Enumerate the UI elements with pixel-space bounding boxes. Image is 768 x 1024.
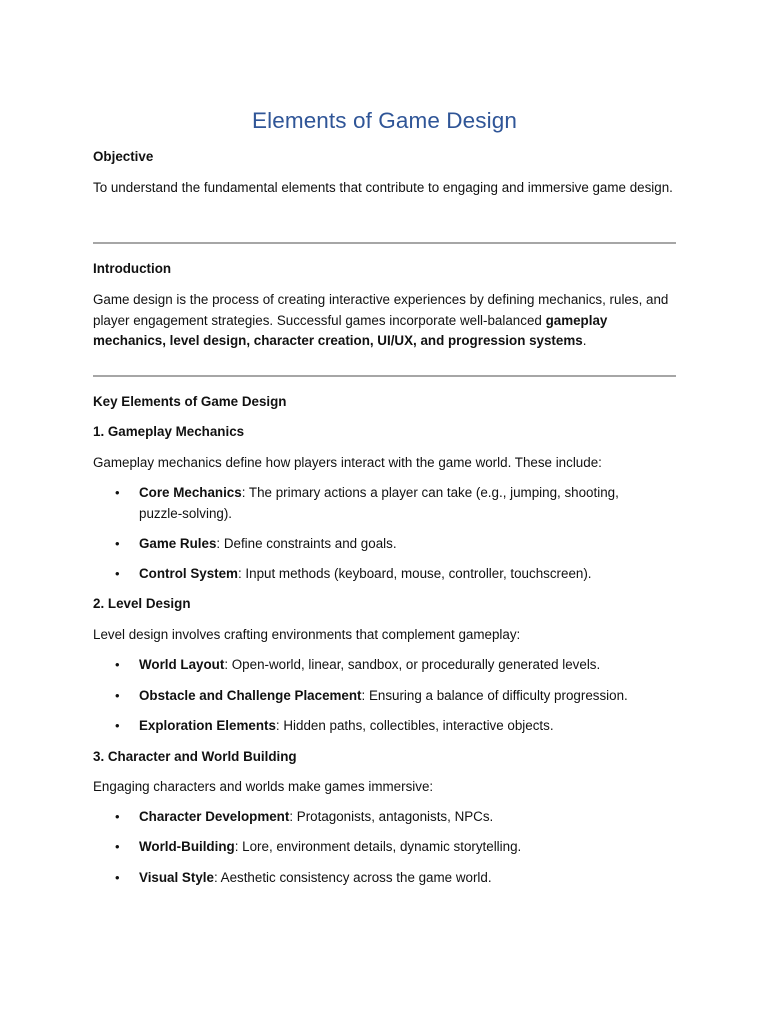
list-item-term: Game Rules [139, 536, 217, 551]
introduction-text-plain: Game design is the process of creating interactive experiences by defining mechanics, rules, and player engagement strategies. Successful games incorporate well-balanced [93, 292, 669, 328]
objective-heading: Objective [93, 149, 154, 164]
bullet-icon: • [115, 718, 120, 733]
bullet-icon: • [115, 657, 120, 672]
list-item-description: : Define constraints and goals. [216, 536, 397, 551]
section-heading-gameplay-mechanics: 1. Gameplay Mechanics [93, 424, 245, 439]
list-item-description: : Lore, environment details, dynamic storytelling. [234, 839, 522, 854]
bullet-icon: • [115, 485, 120, 500]
objective-text: To understand the fundamental elements that contribute to engaging and immersive game design. [93, 180, 673, 195]
list-item-text [139, 686, 659, 707]
key-elements-heading: Key Elements of Game Design [93, 394, 287, 409]
section-intro-gameplay-mechanics: Gameplay mechanics define how players interact with the game world. These include: [93, 455, 602, 470]
list-item-description: : Aesthetic consistency across the game world. [213, 870, 492, 885]
list-item-text [139, 716, 659, 737]
list-item-description: : Input methods (keyboard, mouse, controller, touchscreen). [237, 566, 592, 581]
introduction-text-end: . [582, 333, 587, 348]
list-item-term: Obstacle and Challenge Placement [139, 688, 362, 703]
section-heading-level-design: 2. Level Design [93, 596, 191, 611]
bullet-icon: • [115, 809, 120, 824]
bullet-icon: • [115, 839, 120, 854]
list-item-term: Exploration Elements [139, 718, 276, 733]
list-item-description: : Open-world, linear, sandbox, or procedurally generated levels. [224, 657, 601, 672]
list-item-text [139, 564, 659, 585]
list-item-term: Core Mechanics [139, 485, 242, 500]
list-item-text [139, 534, 659, 555]
bullet-icon: • [115, 688, 120, 703]
section-intro-character-world-building: Engaging characters and worlds make games immersive: [93, 779, 434, 794]
list-item-term: Control System [139, 566, 238, 581]
section-divider [93, 375, 676, 377]
list-item-text [139, 655, 659, 676]
list-item-text [139, 837, 659, 858]
list-item-text [139, 807, 659, 828]
list-item-text [139, 868, 659, 889]
list-item-term: Visual Style [139, 870, 214, 885]
list-item-term: World-Building [139, 839, 235, 854]
bullet-icon: • [115, 536, 120, 551]
list-item-description: : Hidden paths, collectibles, interactive objects. [275, 718, 554, 733]
list-item-text [139, 483, 659, 524]
section-heading-character-world-building: 3. Character and World Building [93, 749, 297, 764]
section-divider [93, 242, 676, 244]
bullet-icon: • [115, 566, 120, 581]
list-item-term: Character Development [139, 809, 290, 824]
list-item-description: : The primary actions a player can take (e.g., jumping, shooting, puzzle-solving). [139, 485, 619, 521]
document-title: Elements of Game Design [252, 108, 517, 133]
section-intro-level-design: Level design involves crafting environments that complement gameplay: [93, 627, 521, 642]
list-item-description: : Ensuring a balance of difficulty progression. [361, 688, 628, 703]
bullet-icon: • [115, 870, 120, 885]
list-item-description: : Protagonists, antagonists, NPCs. [289, 809, 494, 824]
introduction-text [93, 290, 676, 352]
list-item-term: World Layout [139, 657, 225, 672]
introduction-heading: Introduction [93, 261, 172, 276]
introduction-text-bold: gameplay mechanics, level design, character creation, UI/UX, and progression systems [93, 312, 608, 348]
